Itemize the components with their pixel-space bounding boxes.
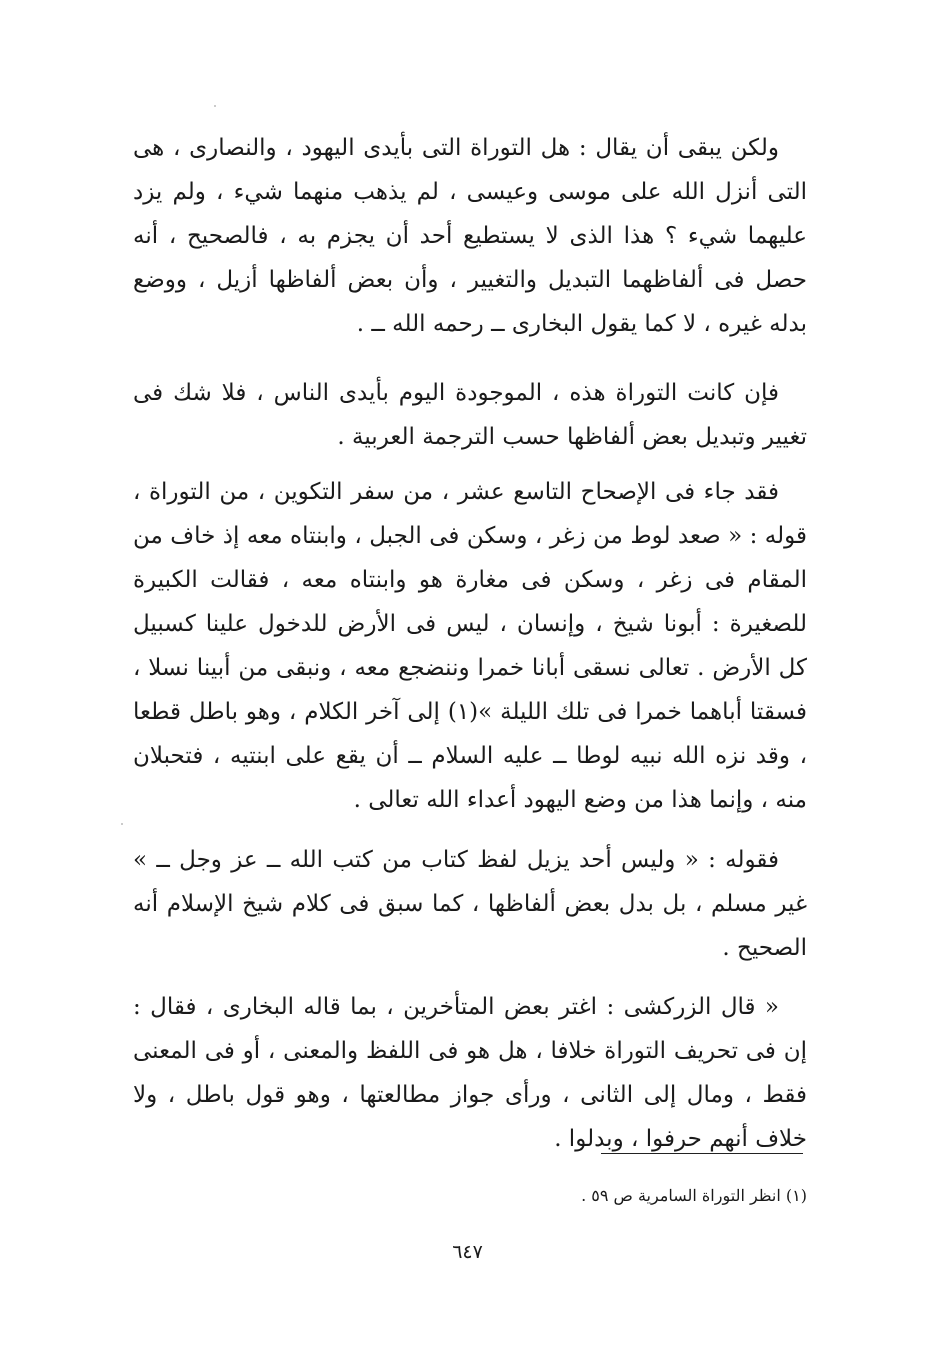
paragraph-4: فقوله : « وليس أحد يزيل لفظ كتاب من كتب الله ــ عز وجل ــ » غير مسلم ، بل بدل بعض ألفاظها ، كما سبق فى كلام شيخ الإسلام أنه الصحيح . — [133, 847, 807, 961]
page-number: ٦٤٧ — [452, 1241, 483, 1263]
footnote: (١) انظر التوراة السامرية ص ٥٩ . — [581, 1186, 807, 1205]
scan-speck — [121, 823, 123, 825]
paragraph-1: ولكن يبقى أن يقال : هل التوراة التى بأيدى اليهود ، والنصارى ، هى التى أنزل الله على موسى وعيسى ، لم يذهب منهما شيء ، ولم يزد عليهما شيء ؟ هذا الذى لا يستطيع أحد أن يجزم به ، فالصحيح ، أنه حصل فى ألفاظهما التبديل والتغيير ، وأن بعض ألفاظها أزيل ، ووضع بدله غيره ، لا كما يقول البخارى ــ رحمه الله ــ . — [133, 135, 807, 337]
scan-speck — [214, 105, 216, 107]
paragraph-5: « قال الزركشى : اغتر بعض المتأخرين ، بما قاله البخارى ، فقال : إن فى تحريف التوراة خلافا ، هل هو فى اللفظ والمعنى ، أو فى المعنى فقط ، ومال إلى الثانى ، ورأى جواز مطالعتها ، وهو قول باطل ، ولا خلاف أنهم حرفوا ، وبدلوا . — [133, 994, 807, 1152]
paragraph-2: فإن كانت التوراة هذه ، الموجودة اليوم بأيدى الناس ، فلا شك فى تغيير وتبديل بعض ألفاظها حسب الترجمة العربية . — [133, 380, 807, 450]
footnote-divider — [601, 1153, 803, 1154]
paragraph-3: فقد جاء فى الإصحاح التاسع عشر ، من سفر التكوين ، من التوراة ، قوله : « صعد لوط من زغر ، وسكن فى الجبل ، وابنتاه معه إذ خاف من المقام فى زغر ، وسكن فى مغارة هو وابنتاه معه ، فقالت الكبيرة للصغيرة : أبونا شيخ ، وإنسان ، ليس فى الأرض للدخول علينا كسبيل كل الأرض . تعالى نسقى أبانا خمرا وننضجع معه ، ونبقى من أبينا نسلا ، فسقتا أباهما خمرا فى تلك الليلة »(١) إلى آخر الكلام ، وهو باطل قطعا ، وقد نزه الله نبيه لوطا ــ عليه السلام ــ أن يقع على ابنتيه ، فتحبلان منه ، وإنما هذا من وضع اليهود أعداء الله تعالى . — [133, 479, 807, 813]
